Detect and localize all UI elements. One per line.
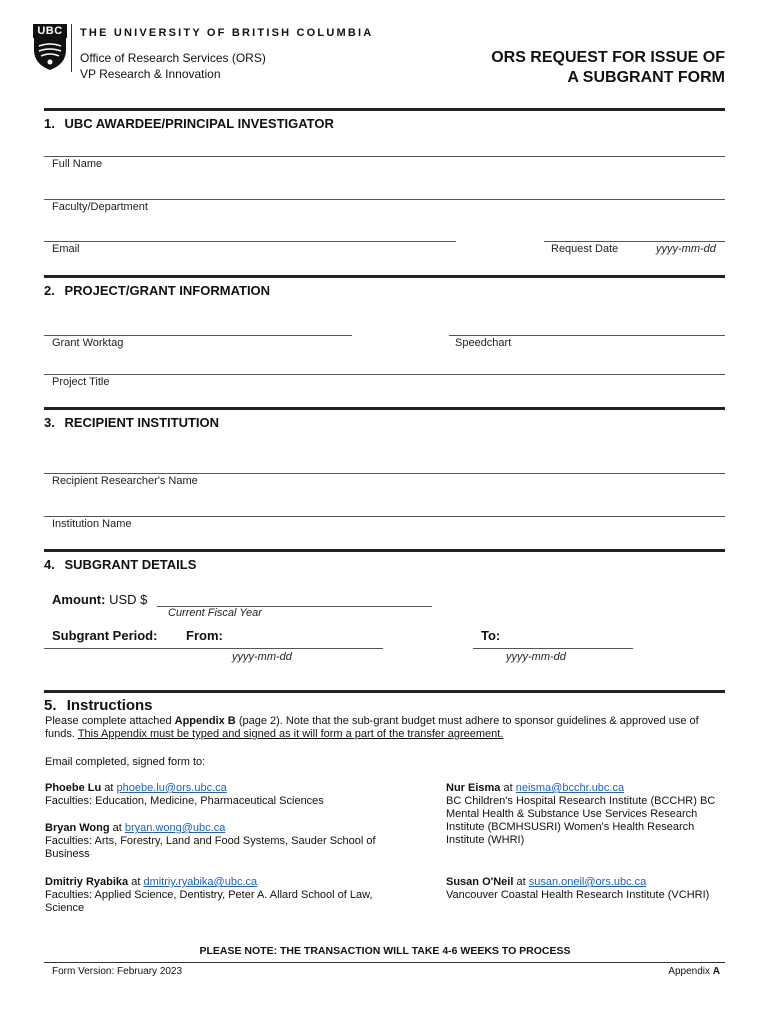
shield-icon bbox=[33, 38, 67, 70]
ubc-logo bbox=[33, 24, 67, 70]
section5-rule bbox=[44, 690, 725, 693]
email-link[interactable]: neisma@bcchr.ubc.ca bbox=[515, 782, 625, 794]
instructions-text-rest: (page 2). Note that the sub-grant budget must adhere to sponsor guidelines & approved use of bbox=[235, 715, 699, 727]
section1-title: UBC AWARDEE/PRINCIPAL INVESTIGATOR bbox=[64, 116, 334, 131]
university-name: THE UNIVERSITY OF BRITISH COLUMBIA bbox=[80, 27, 374, 39]
to-date-format: yyyy-mm-dd bbox=[506, 651, 566, 663]
amount-row bbox=[52, 592, 147, 607]
section4-number: 4. bbox=[44, 557, 55, 572]
project-title-label: Project Title bbox=[52, 376, 110, 388]
email-field[interactable] bbox=[44, 241, 456, 242]
contact-susan bbox=[446, 876, 728, 902]
at-text: at bbox=[101, 782, 117, 794]
instructions-line2: funds. bbox=[45, 728, 78, 740]
full-name-label: Full Name bbox=[52, 158, 103, 170]
at-text: at bbox=[513, 876, 529, 888]
from-date-field[interactable] bbox=[44, 648, 383, 649]
contact-name: Susan O'Neil bbox=[446, 876, 514, 888]
section3-heading bbox=[44, 415, 219, 430]
section5-title: Instructions bbox=[66, 697, 153, 714]
appendix-b-ref: Appendix B bbox=[174, 715, 236, 727]
faculty-field[interactable] bbox=[44, 199, 725, 200]
instructions-underlined: This Appendix must be typed and signed as it will form a part of the transfer agreement. bbox=[77, 728, 504, 740]
email-intro: Email completed, signed form to: bbox=[45, 756, 206, 768]
contact-desc: Faculties: Education, Medicine, Pharmaceutical Sciences bbox=[45, 795, 324, 807]
researcher-name-field[interactable] bbox=[44, 473, 725, 474]
contact-desc: Vancouver Coastal Health Research Institute (VCHRI) bbox=[446, 889, 710, 901]
section3-rule bbox=[44, 407, 725, 410]
contact-bryan bbox=[45, 822, 385, 861]
section4-rule bbox=[44, 549, 725, 552]
appendix-letter: A bbox=[712, 966, 720, 977]
grant-worktag-field[interactable] bbox=[44, 335, 352, 336]
contact-desc: Faculties: Applied Science, Dentistry, Peter A. Allard School of Law, Science bbox=[45, 889, 373, 914]
subgrant-period-label: Subgrant Period: bbox=[52, 628, 158, 643]
logo-divider bbox=[71, 24, 72, 72]
email-link[interactable]: bryan.wong@ubc.ca bbox=[124, 822, 226, 834]
from-date-format: yyyy-mm-dd bbox=[232, 651, 292, 663]
section4-heading bbox=[44, 557, 196, 572]
at-text: at bbox=[500, 782, 516, 794]
processing-note: PLEASE NOTE: THE TRANSACTION WILL TAKE 4-6 WEEKS TO PROCESS bbox=[199, 945, 571, 957]
header-rule bbox=[44, 108, 725, 111]
institution-name-field[interactable] bbox=[44, 516, 725, 517]
contact-name: Bryan Wong bbox=[45, 822, 110, 834]
section5-number: 5. bbox=[44, 697, 57, 714]
contact-desc: Faculties: Arts, Forestry, Land and Food Systems, Sauder School of Business bbox=[45, 835, 376, 860]
form-title bbox=[491, 48, 725, 88]
section4-title: SUBGRANT DETAILS bbox=[64, 557, 197, 572]
contact-name: Nur Eisma bbox=[446, 782, 501, 794]
researcher-name-label: Recipient Researcher's Name bbox=[52, 475, 198, 487]
from-label: From: bbox=[186, 628, 223, 643]
request-date-format: yyyy-mm-dd bbox=[656, 243, 716, 255]
section2-heading bbox=[44, 283, 270, 298]
appendix-label: Appendix bbox=[668, 966, 710, 977]
section5-heading bbox=[44, 697, 153, 714]
section1-heading bbox=[44, 116, 334, 131]
form-version: Form Version: February 2023 bbox=[52, 966, 183, 977]
office-name: Office of Research Services (ORS) bbox=[80, 51, 266, 65]
to-date-field[interactable] bbox=[473, 648, 633, 649]
section2-rule bbox=[44, 275, 725, 278]
instructions-text: Please complete attached bbox=[45, 715, 175, 727]
at-text: at bbox=[109, 822, 125, 834]
email-link[interactable]: phoebe.lu@ors.ubc.ca bbox=[116, 782, 227, 794]
institution-name-label: Institution Name bbox=[52, 518, 132, 530]
at-text: at bbox=[128, 876, 144, 888]
contact-dmitriy bbox=[45, 876, 395, 915]
email-link[interactable]: dmitriy.ryabika@ubc.ca bbox=[143, 876, 258, 888]
amount-label: Amount: bbox=[52, 592, 106, 607]
footer-rule bbox=[44, 962, 725, 963]
contact-desc: BC Children's Hospital Research Institute (BCCHR) BC Mental Health & Substance Use Services Research Institute (BCMHSUSRI) Women's Health Research Institute (WHRI) bbox=[446, 795, 716, 846]
contact-name: Dmitriy Ryabika bbox=[45, 876, 129, 888]
to-label: To: bbox=[481, 628, 501, 643]
ubc-logo-text: UBC bbox=[33, 24, 67, 38]
form-title-line1: ORS REQUEST FOR ISSUE OF bbox=[491, 49, 725, 66]
email-link[interactable]: susan.oneil@ors.ubc.ca bbox=[528, 876, 647, 888]
grant-worktag-label: Grant Worktag bbox=[52, 337, 124, 349]
speedchart-label: Speedchart bbox=[455, 337, 512, 349]
project-title-field[interactable] bbox=[44, 374, 725, 375]
appendix-marker bbox=[668, 966, 720, 977]
amount-currency: USD $ bbox=[109, 592, 148, 607]
section3-number: 3. bbox=[44, 415, 55, 430]
request-date-field[interactable] bbox=[544, 241, 725, 242]
contact-phoebe bbox=[45, 782, 385, 808]
request-date-label: Request Date bbox=[551, 243, 619, 255]
section3-title: RECIPIENT INSTITUTION bbox=[64, 415, 220, 430]
instructions-paragraph bbox=[45, 715, 735, 741]
unit-name: VP Research & Innovation bbox=[80, 67, 221, 81]
fiscal-year-label: Current Fiscal Year bbox=[168, 607, 262, 619]
contact-nur bbox=[446, 782, 728, 847]
faculty-label: Faculty/Department bbox=[52, 201, 148, 213]
contact-name: Phoebe Lu bbox=[45, 782, 102, 794]
section1-number: 1. bbox=[44, 116, 55, 131]
speedchart-field[interactable] bbox=[449, 335, 725, 336]
email-label: Email bbox=[52, 243, 80, 255]
section2-number: 2. bbox=[44, 283, 55, 298]
form-title-line2: A SUBGRANT FORM bbox=[567, 69, 725, 86]
section2-title: PROJECT/GRANT INFORMATION bbox=[64, 283, 271, 298]
full-name-field[interactable] bbox=[44, 156, 725, 157]
